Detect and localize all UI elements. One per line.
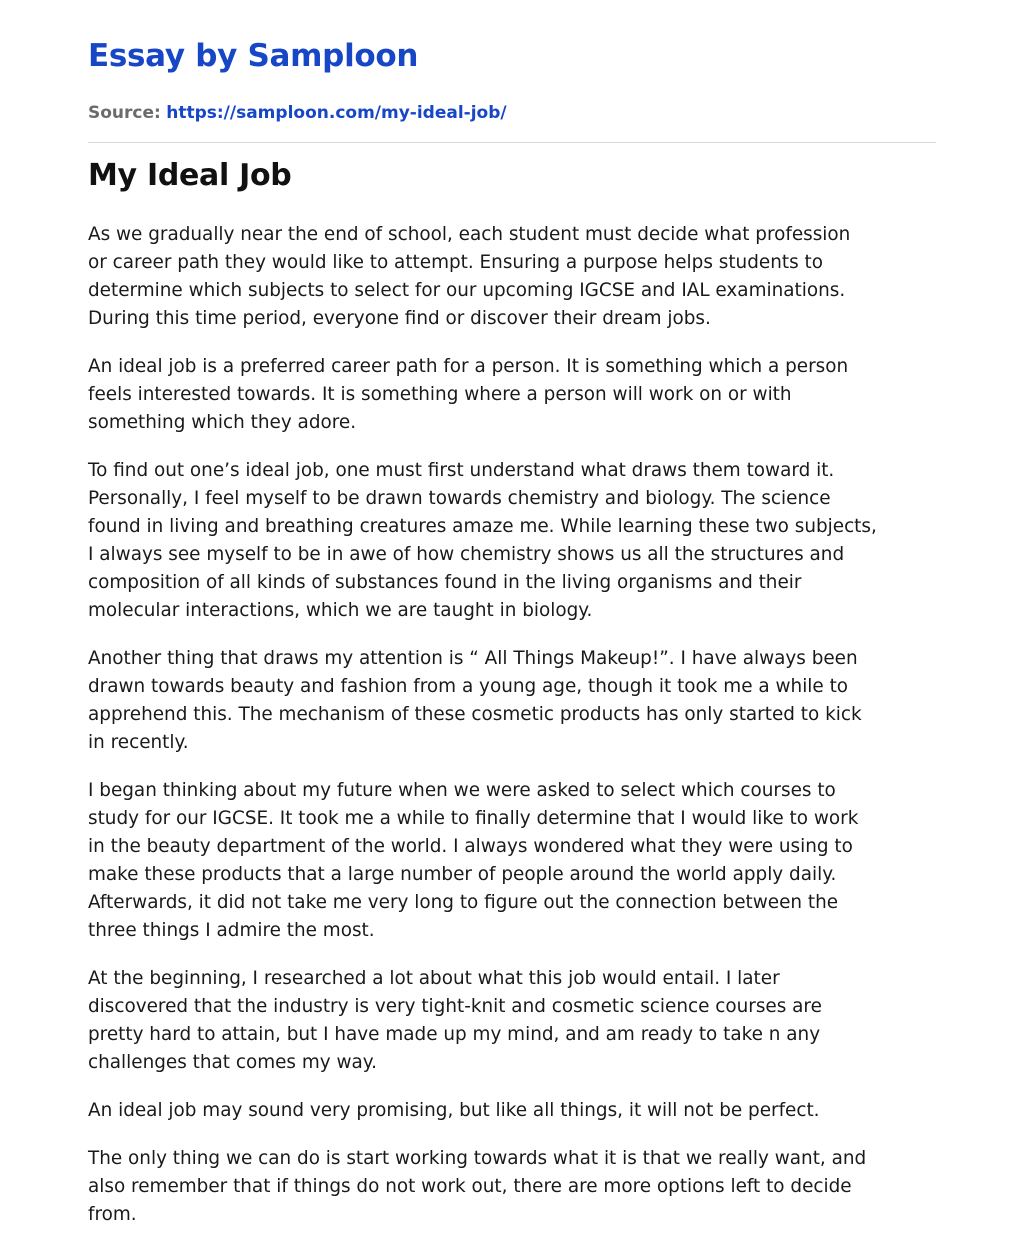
paragraph-line: found in living and breathing creatures amaze me. While learning these two subjects,: [88, 516, 877, 537]
paragraph-line: The only thing we can do is start working towards what it is that we really want, and: [88, 1148, 867, 1169]
paragraph-line: Personally, I feel myself to be drawn towards chemistry and biology. The science: [88, 488, 831, 509]
paragraph-line: composition of all kinds of substances found in the living organisms and their: [88, 572, 802, 593]
paragraph-line: apprehend this. The mechanism of these cosmetic products has only started to kick: [88, 704, 862, 725]
paragraph-line: As we gradually near the end of school, each student must decide what profession: [88, 224, 851, 245]
paragraph: [88, 777, 940, 945]
paragraph-line: study for our IGCSE. It took me a while to finally determine that I would like to work: [88, 808, 859, 829]
paragraph-line: molecular interactions, which we are taught in biology.: [88, 600, 593, 621]
paragraph: [88, 221, 940, 333]
paragraph-line: in the beauty department of the world. I always wondered what they were using to: [88, 836, 853, 857]
header-divider: [88, 142, 936, 143]
paragraph-line: An ideal job is a preferred career path for a person. It is something which a person: [88, 356, 849, 377]
paragraph: [88, 1145, 940, 1229]
essay-body: [88, 221, 940, 1249]
paragraph-line: make these products that a large number of people around the world apply daily.: [88, 864, 837, 885]
paragraph-line: or career path they would like to attempt. Ensuring a purpose helps students to: [88, 252, 823, 273]
paragraph-line: feels interested towards. It is something where a person will work on or with: [88, 384, 792, 405]
paragraph: [88, 645, 940, 757]
paragraph-line: To find out one’s ideal job, one must first understand what draws them toward it.: [88, 460, 835, 481]
paragraph-line: three things I admire the most.: [88, 920, 375, 941]
paragraph-line: I began thinking about my future when we were asked to select which courses to: [88, 780, 836, 801]
brand-title: Essay by Samploon: [88, 38, 419, 74]
paragraph-line: also remember that if things do not work out, there are more options left to decide: [88, 1176, 852, 1197]
paragraph: [88, 1097, 940, 1125]
paragraph-line: drawn towards beauty and fashion from a young age, though it took me a while to: [88, 676, 849, 697]
paragraph-line: discovered that the industry is very tight-knit and cosmetic science courses are: [88, 996, 822, 1017]
paragraph-line: Another thing that draws my attention is “ All Things Makeup!”. I have always been: [88, 648, 858, 669]
paragraph-line: in recently.: [88, 732, 189, 753]
essay-title: My Ideal Job: [88, 158, 292, 193]
source-label: Source:: [88, 103, 161, 123]
paragraph-line: from.: [88, 1204, 137, 1225]
paragraph-line: determine which subjects to select for our upcoming IGCSE and IAL examinations.: [88, 280, 846, 301]
paragraph: [88, 353, 940, 437]
source-line: [88, 101, 507, 125]
paragraph-line: pretty hard to attain, but I have made up my mind, and am ready to take n any: [88, 1024, 821, 1045]
paragraph-line: Afterwards, it did not take me very long to figure out the connection between the: [88, 892, 839, 913]
paragraph-line: An ideal job may sound very promising, but like all things, it will not be perfect.: [88, 1100, 820, 1121]
paragraph-line: During this time period, everyone find or discover their dream jobs.: [88, 308, 711, 329]
paragraph: [88, 457, 940, 625]
paragraph-line: challenges that comes my way.: [88, 1052, 377, 1073]
paragraph: [88, 965, 940, 1077]
paragraph-line: something which they adore.: [88, 412, 357, 433]
paragraph-line: I always see myself to be in awe of how chemistry shows us all the structures and: [88, 544, 845, 565]
source-link[interactable]: https://samploon.com/my-ideal-job/: [166, 103, 507, 123]
paragraph-line: At the beginning, I researched a lot about what this job would entail. I later: [88, 968, 780, 989]
